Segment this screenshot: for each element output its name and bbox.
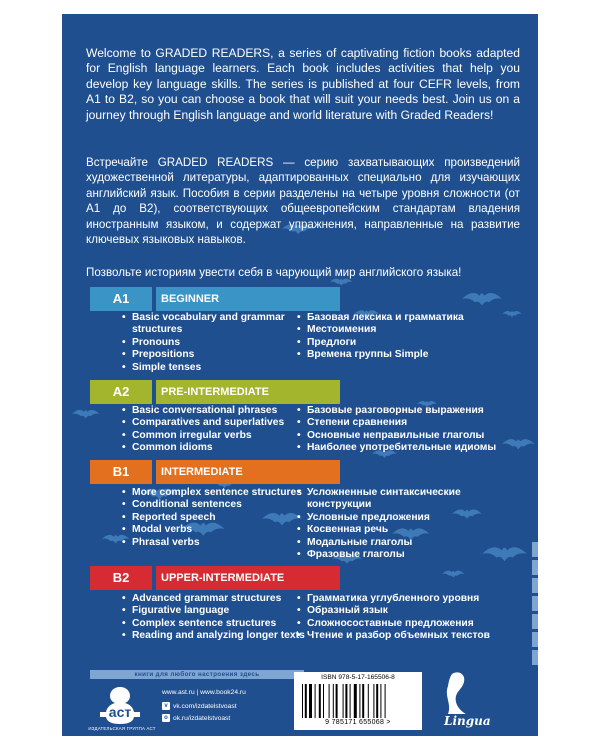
sidebar-tab [532,632,538,647]
barcode-bar [315,684,316,718]
intro-russian: Встречайте GRADED READERS — серию захватывающих произведений художественной литературы, адаптированных специально для изучающих английский язык. Пособия в серии разделены на четыре уровня сложности (от A1 до B2), соответствующих общеевропейским стандартам владения иностранным языком, и содержат упражнения, направленные на развитие ключевых языковых навыков. [86,156,520,247]
list-item: • Предлоги [297,337,502,349]
list-item: • Чтение и разбор объемных текстов [297,630,502,642]
bat-silhouette-icon [72,410,100,419]
list-item: • Усложненные синтаксические конструкции [297,487,502,512]
level-name: INTERMEDIATE [156,460,340,484]
bat-silhouette-icon [502,439,535,449]
list-item: • Common irregular verbs [122,430,307,442]
barcode-bar [319,684,321,718]
barcode-bar [329,684,330,718]
list-item: • More complex sentence structures [122,487,307,499]
list-item: • Времена группы Simple [297,349,502,361]
list-item: • Фразовые глаголы [297,549,502,561]
barcode-bar [380,684,381,718]
topics-en-a2 [122,405,307,455]
list-item: • Phrasal verbs [122,537,307,549]
level-header-a2 [90,380,340,404]
topics-ru-b1 [297,487,502,561]
websites-link[interactable]: www.ast.ru | www.book24.ru [162,689,246,696]
list-item: • Модальные глаголы [297,537,502,549]
sidebar-tab [532,578,538,593]
list-item: • Prepositions [122,349,307,361]
list-item: • Basic vocabulary and grammar structures [122,312,307,337]
topics-en-a1 [122,312,307,374]
level-name: PRE-INTERMEDIATE [156,380,340,404]
topics-ru-a2 [297,405,502,455]
sidebar-tab [532,650,538,665]
barcode [294,672,422,730]
list-item: • Simple tenses [122,362,307,374]
barcode-bar [309,684,312,718]
list-item: • Местоимения [297,324,502,336]
barcode-bar [362,684,364,718]
list-item: • Modal verbs [122,524,307,536]
list-item: • Common idioms [122,442,307,454]
list-item: • Comparatives and superlatives [122,417,307,429]
topics-ru-a1 [297,312,502,362]
sidebar-tab [532,542,538,557]
barcode-bar [305,684,307,718]
publisher-logo-text: аст [108,704,132,720]
barcode-bar [376,684,378,718]
level-name: BEGINNER [156,287,340,311]
barcode-bar [302,684,303,718]
sidebar-tab [532,596,538,611]
barcode-bar [333,684,334,718]
sidebar-tab [532,560,538,575]
isbn-text: ISBN 978-5-17-165506-8 [321,674,395,681]
list-item: • Косвенная речь [297,524,502,536]
publisher-caption: ИЗДАТЕЛЬСКАЯ ГРУППА АСТ [88,726,156,731]
level-code: B1 [90,460,152,484]
barcode-bar [359,684,360,718]
bat-silhouette-icon [502,311,522,317]
list-item: • Figurative language [122,605,307,617]
barcode-bar [373,684,374,718]
topics-en-b2 [122,593,307,643]
list-item: • Условные предложения [297,512,502,524]
ok-link[interactable] [162,714,230,723]
topics-ru-b2 [297,593,502,643]
intro-invite: Позвольте историям увести себя в чарующий мир английского языка! [86,266,462,279]
topics-en-b1 [122,487,307,549]
barcode-bar [323,684,324,718]
intro-english: Welcome to GRADED READERS, a series of captivating fiction books adapted for English language learners. Each book includes activities that help you develop key language skills. The series is published at four CEFR levels, from A1 to B2, so you can choose a book that will suit your needs best. Join us on a journey through English language and world literature with Graded Readers! [86,46,520,122]
barcode-digits: 9 785171 655068 > [325,719,391,726]
list-item: • Грамматика углубленного уровня [297,593,502,605]
vk-link[interactable] [162,702,237,711]
back-cover [62,14,538,736]
list-item: • Сложносоставные предложения [297,618,502,630]
list-item: • Базовая лексика и грамматика [297,312,502,324]
list-item: • Conditional sentences [122,499,307,511]
level-code: A2 [90,380,152,404]
level-name: UPPER-INTERMEDIATE [156,566,340,590]
barcode-bar [345,684,347,718]
barcode-bar [368,684,369,718]
publisher-logo [90,685,150,725]
barcode-bar [336,684,338,718]
imprint-name: Lingua [444,714,491,728]
list-item: • Наиболее употребительные идиомы [297,442,502,454]
bat-silhouette-icon [462,293,502,305]
list-item: • Базовые разговорные выражения [297,405,502,417]
level-header-b1 [90,460,340,484]
list-item: • Основные неправильные глаголы [297,430,502,442]
barcode-bar [343,684,344,718]
vk-link-text: vk.com/izdatelstvoast [173,703,237,710]
level-code: B2 [90,566,152,590]
list-item: • Pronouns [122,337,307,349]
barcode-bar [350,684,351,718]
ok-icon: o [162,714,170,722]
list-item: • Advanced grammar structures [122,593,307,605]
list-item: • Степени сравнения [297,417,502,429]
level-header-a1 [90,287,340,311]
list-item: • Reading and analyzing longer texts [122,630,307,642]
list-item: • Образный язык [297,605,502,617]
barcode-bar [385,684,386,718]
list-item: • Reported speech [122,512,307,524]
level-header-b2 [90,566,340,590]
sidebar-tab [532,614,538,629]
list-item: • Complex sentence structures [122,618,307,630]
ok-link-text: ok.ru/izdatelstvoast [173,715,231,722]
barcode-bar [354,684,357,718]
list-item: • Basic conversational phrases [122,405,307,417]
bat-silhouette-icon [442,571,465,578]
vk-icon: v [162,702,170,710]
barcode-bars [302,684,414,718]
level-code: A1 [90,287,152,311]
footer-tagline: книги для любого настроения здесь [90,670,304,679]
